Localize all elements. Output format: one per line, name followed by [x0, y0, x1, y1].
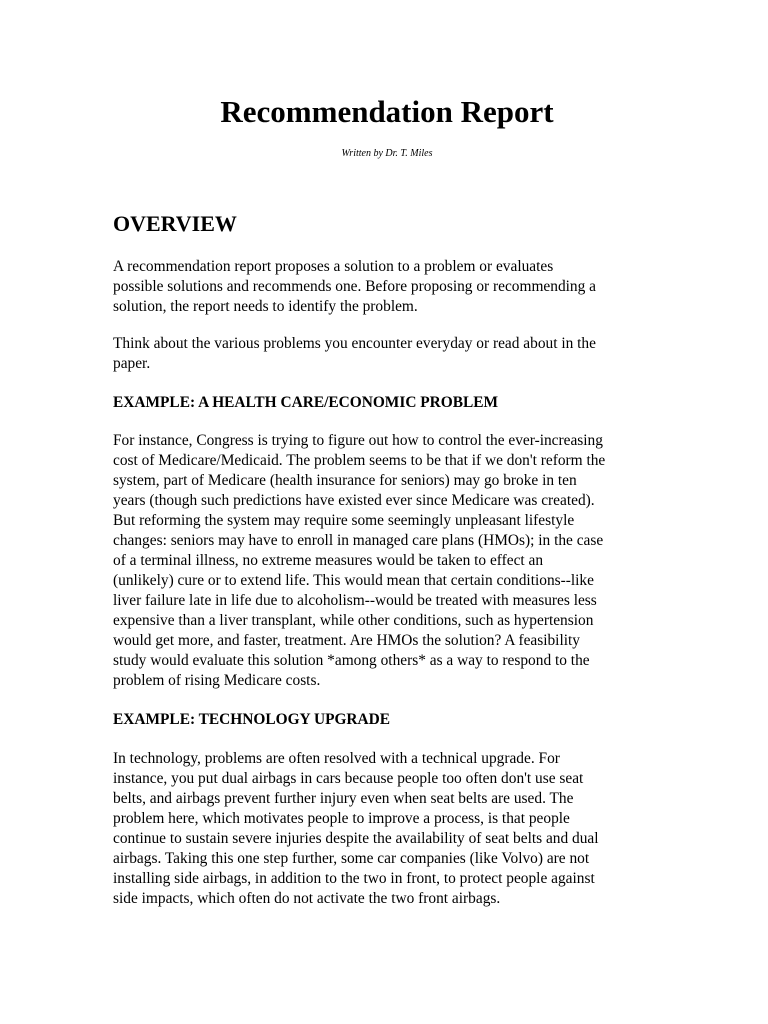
- text-line: belts, and airbags prevent further injury even when seat belts are used. The: [113, 790, 574, 807]
- text-line: side impacts, which often do not activate the two front airbags.: [113, 890, 501, 907]
- paragraph-think: [113, 334, 661, 374]
- text-line: For instance, Congress is trying to figure out how to control the ever-increasing: [113, 432, 603, 449]
- text-line: In technology, problems are often resolved with a technical upgrade. For: [113, 750, 560, 767]
- example-technology-heading: EXAMPLE: TECHNOLOGY UPGRADE: [113, 711, 391, 728]
- text-line: liver failure late in life due to alcoholism--would be treated with measures less: [113, 592, 597, 609]
- text-line: instance, you put dual airbags in cars because people too often don't use seat: [113, 770, 584, 787]
- text-line: But reforming the system may require some seemingly unpleasant lifestyle: [113, 512, 575, 529]
- text-line: years (though such predictions have existed ever since Medicare was created).: [113, 492, 595, 509]
- text-line: cost of Medicare/Medicaid. The problem seems to be that if we don't reform the: [113, 452, 606, 469]
- paragraph-intro: [113, 257, 661, 317]
- text-line: problem here, which motivates people to improve a process, is that people: [113, 810, 570, 827]
- page-title: Recommendation Report: [220, 94, 554, 129]
- text-line: would get more, and faster, treatment. Are HMOs the solution? A feasibility: [113, 632, 580, 649]
- text-line: installing side airbags, in addition to the two in front, to protect people against: [113, 870, 595, 887]
- text-line: A recommendation report proposes a solution to a problem or evaluates: [113, 258, 554, 275]
- text-line: airbags. Taking this one step further, some car companies (like Volvo) are not: [113, 850, 590, 867]
- text-line: possible solutions and recommends one. Before proposing or recommending a: [113, 278, 596, 295]
- text-line: (unlikely) cure or to extend life. This would mean that certain conditions--like: [113, 572, 594, 589]
- text-line: paper.: [113, 355, 151, 372]
- example-health-heading: EXAMPLE: A HEALTH CARE/ECONOMIC PROBLEM: [113, 394, 499, 411]
- author-byline: Written by Dr. T. Miles: [341, 148, 433, 159]
- text-line: continue to sustain severe injuries despite the availability of seat belts and dual: [113, 830, 599, 847]
- text-line: of a terminal illness, no extreme measures would be taken to effect an: [113, 552, 544, 569]
- text-line: system, part of Medicare (health insurance for seniors) may go broke in ten: [113, 472, 577, 489]
- text-line: study would evaluate this solution *among others* as a way to respond to the: [113, 652, 590, 669]
- paragraph-health-care: [113, 431, 661, 691]
- overview-heading: OVERVIEW: [113, 211, 237, 236]
- text-line: Think about the various problems you encounter everyday or read about in the: [113, 335, 596, 352]
- text-line: solution, the report needs to identify the problem.: [113, 298, 418, 315]
- text-line: changes: seniors may have to enroll in managed care plans (HMOs); in the case: [113, 532, 604, 549]
- text-line: expensive than a liver transplant, while other conditions, such as hypertension: [113, 612, 594, 629]
- paragraph-technology: [113, 749, 661, 909]
- text-line: problem of rising Medicare costs.: [113, 672, 321, 689]
